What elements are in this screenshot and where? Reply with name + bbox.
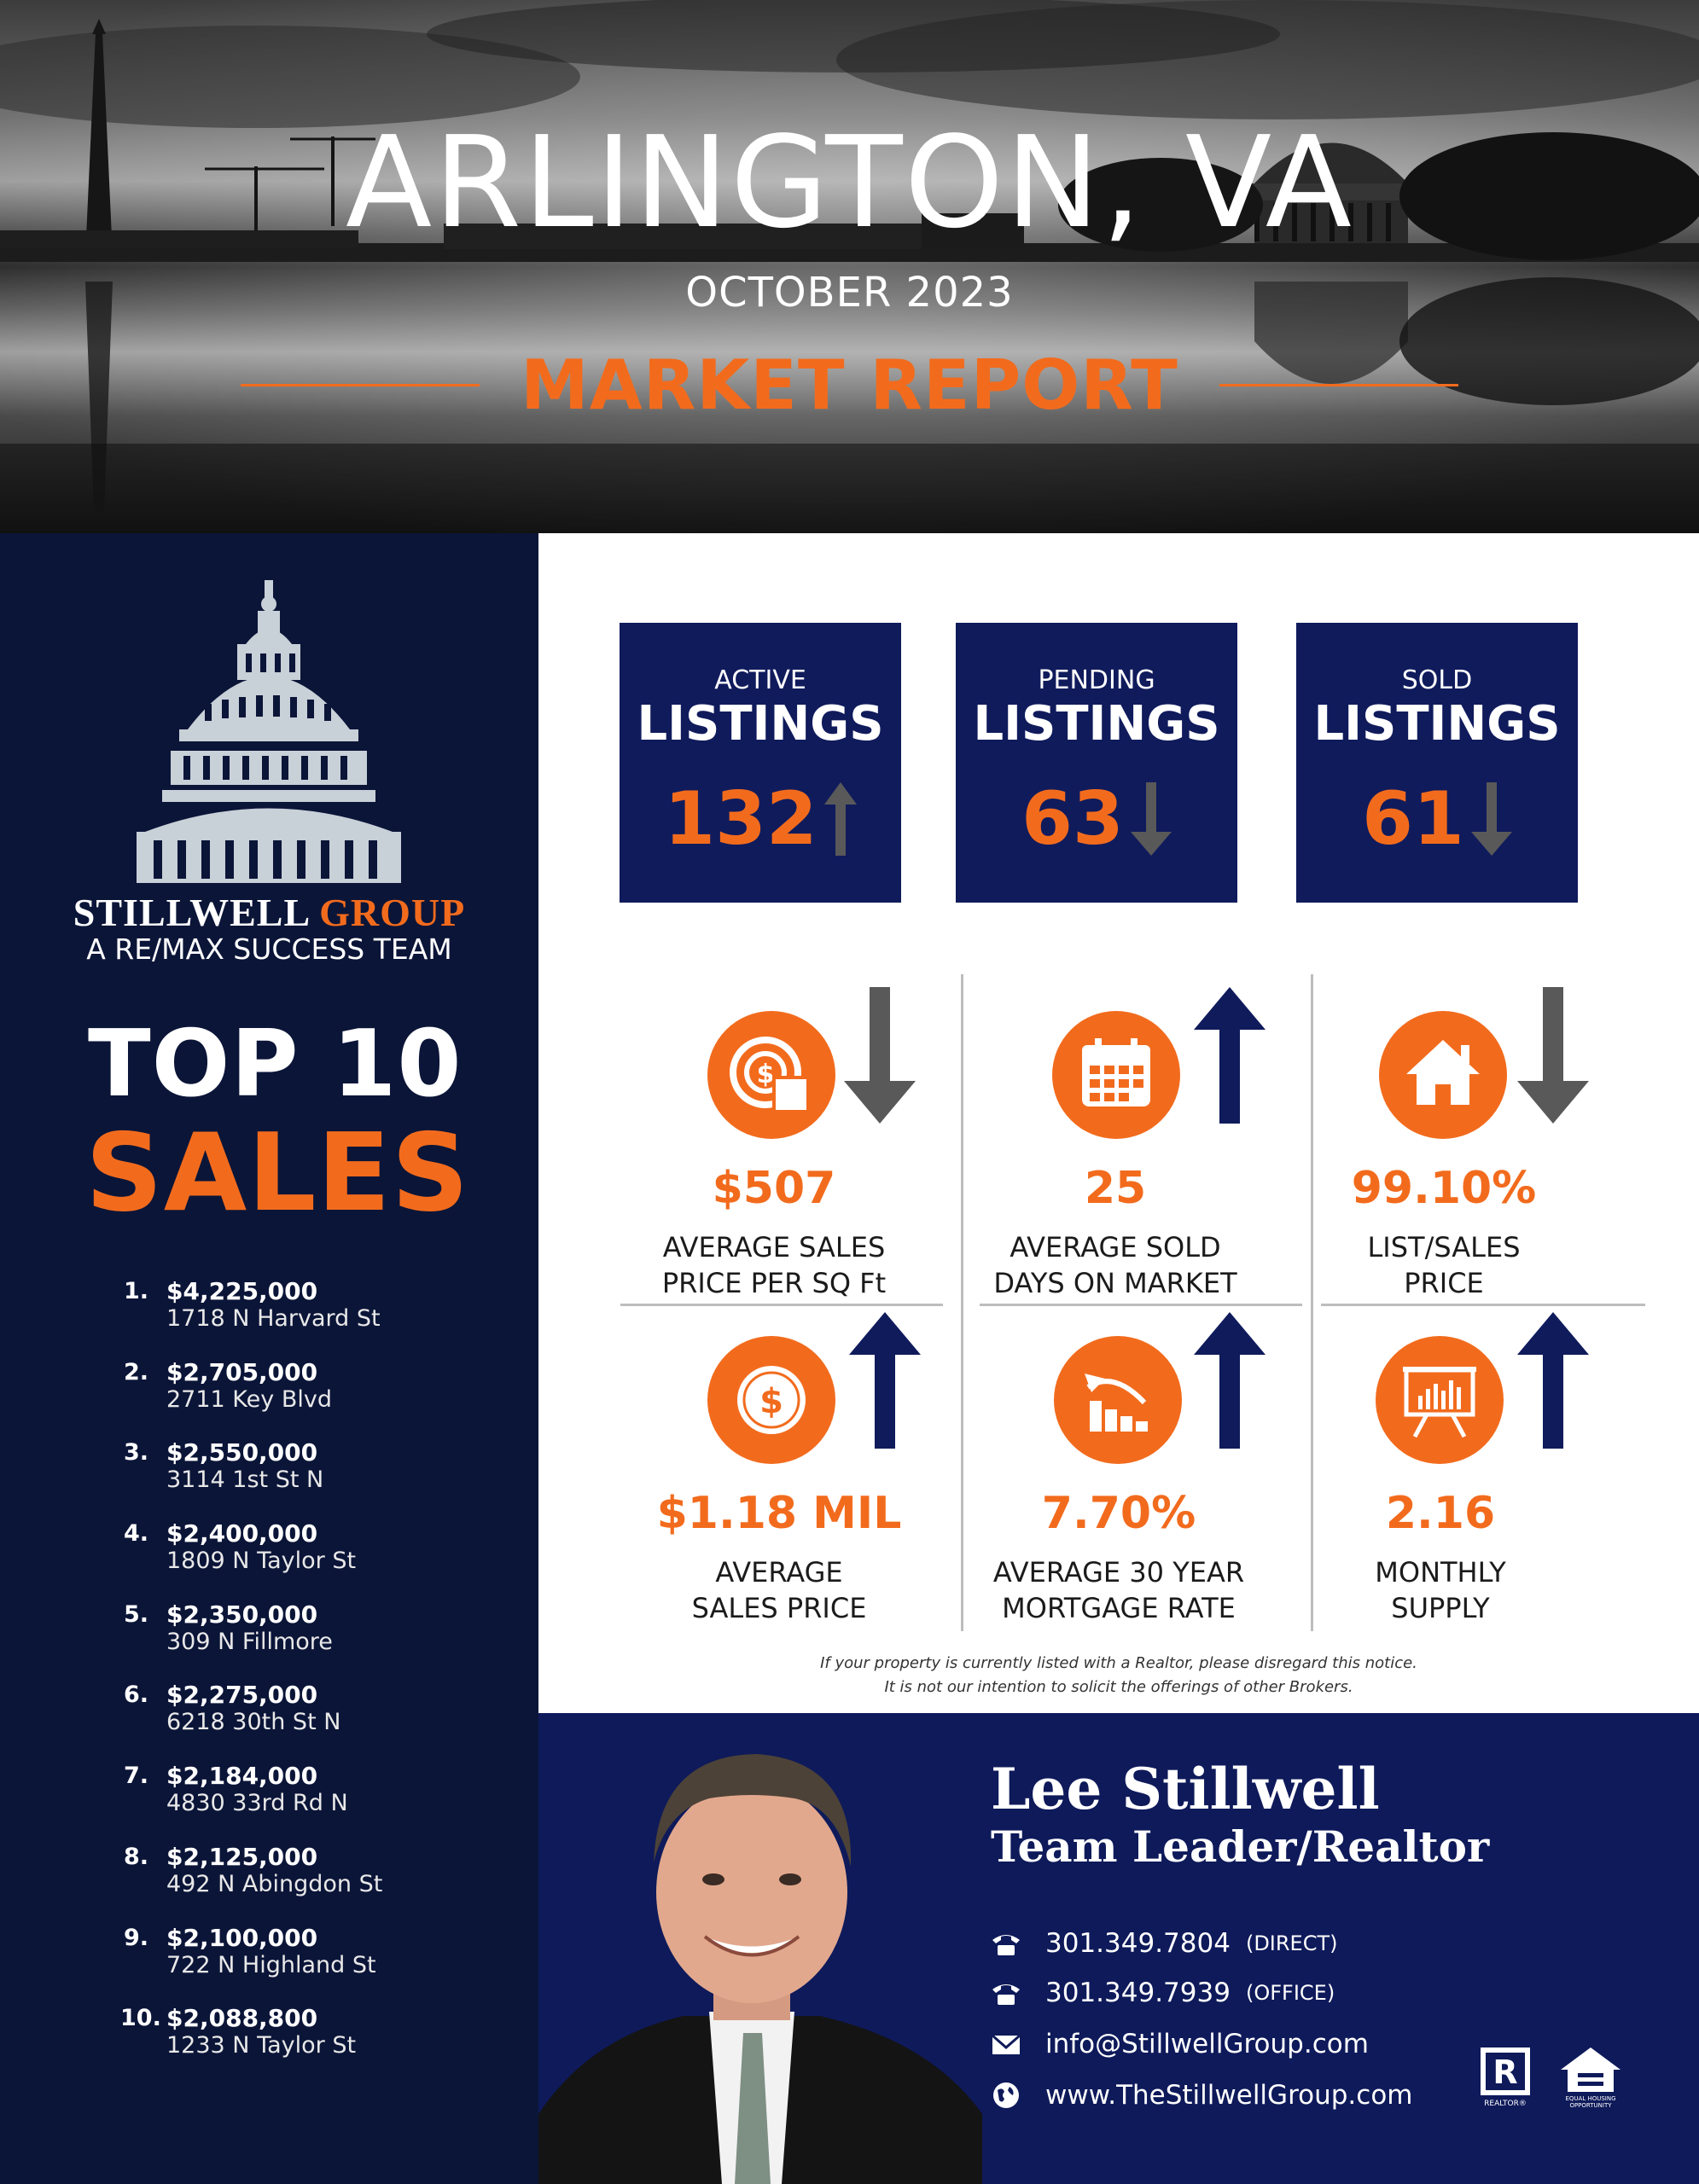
- arrow-up-icon: [849, 1312, 921, 1449]
- sale-price: $2,275,000: [166, 1681, 318, 1710]
- listing-count: 132: [664, 776, 817, 862]
- svg-text:$: $: [756, 1060, 775, 1089]
- report-title: MARKET REPORT: [521, 346, 1178, 425]
- list-item: [124, 1763, 382, 1844]
- washington-skyline-image: [0, 0, 1699, 533]
- divider: [1321, 1304, 1645, 1306]
- sale-price: $2,705,000: [166, 1357, 318, 1386]
- sale-price: $2,550,000: [166, 1438, 318, 1467]
- listing-count: 61: [1362, 776, 1464, 862]
- metric-value: $507: [712, 1163, 836, 1214]
- contact-note: (OFFICE): [1245, 1981, 1335, 2005]
- realtor-logo-letter: R: [1492, 2053, 1518, 2091]
- list-item: [124, 1278, 382, 1359]
- contact-note: (DIRECT): [1245, 1931, 1338, 1955]
- svg-text:$: $: [759, 1382, 783, 1421]
- metric-value: 2.16: [1385, 1488, 1496, 1539]
- metric-label: [957, 1554, 1281, 1626]
- arrow-up-icon: [824, 782, 857, 856]
- brand-tagline: A RE/MAX SUCCESS TEAM: [86, 932, 452, 966]
- sale-rank: 9.: [124, 1924, 149, 1951]
- contact-email[interactable]: [991, 2027, 1369, 2061]
- listing-label-small: ACTIVE: [714, 665, 806, 695]
- price-tag-icon: [707, 1011, 835, 1139]
- presentation-board-icon: [1376, 1336, 1504, 1464]
- sale-rank: 3.: [124, 1439, 149, 1467]
- metric-mortgage-rate: [957, 1336, 1281, 1624]
- sale-rank: 8.: [124, 1843, 149, 1870]
- brand-name-part1: STILLWELL: [73, 891, 309, 934]
- eho-caption-line: EQUAL HOUSING: [1565, 2095, 1616, 2102]
- eho-caption-line: OPPORTUNITY: [1569, 2102, 1612, 2109]
- metric-label: [612, 1229, 936, 1301]
- sale-address: 6218 30th St N: [166, 1709, 341, 1736]
- city-title: ARLINGTON, VA: [345, 109, 1354, 256]
- contact-text: www.TheStillwellGroup.com: [1045, 2080, 1413, 2111]
- arrow-up-icon: [1194, 987, 1266, 1124]
- dollar-coin-icon: [707, 1336, 835, 1464]
- top-sales-list: [120, 1277, 383, 2086]
- list-item: [124, 1601, 382, 1682]
- top-sales-subheading: SALES: [85, 1110, 470, 1235]
- metric-list-sales-price: [1282, 1011, 1606, 1299]
- metric-value: $1.18 MIL: [656, 1488, 902, 1539]
- metric-label-line: AVERAGE 30 YEAR: [992, 1556, 1245, 1589]
- list-item: [124, 1359, 382, 1440]
- disclaimer: [538, 1652, 1699, 1699]
- list-item: [120, 2004, 382, 2086]
- agent-name: Lee Stillwell: [991, 1756, 1380, 1822]
- calendar-icon: [1052, 1011, 1180, 1139]
- arrow-down-icon: [844, 987, 916, 1124]
- hero-banner: [0, 0, 1699, 533]
- sale-address: 309 N Fillmore: [166, 1628, 333, 1655]
- contact-direct-phone[interactable]: [991, 1926, 1338, 1960]
- active-listings-box: [620, 623, 901, 903]
- metric-label-line: SALES PRICE: [691, 1592, 867, 1624]
- list-item: [124, 1844, 382, 1925]
- sale-price: $2,125,000: [166, 1842, 318, 1871]
- list-item: [124, 1439, 382, 1520]
- metric-label-line: MONTHLY: [1375, 1556, 1506, 1589]
- metric-label-line: PRICE: [1404, 1267, 1484, 1299]
- arrow-up-icon: [1517, 1312, 1589, 1449]
- phone-icon: [991, 1928, 1021, 1959]
- divider: [980, 1304, 1302, 1306]
- listing-label-big: LISTINGS: [973, 696, 1220, 752]
- metric-average-sales-price: [617, 1336, 941, 1624]
- equal-housing-opportunity-icon: [1554, 2046, 1627, 2109]
- envelope-icon: [991, 2029, 1021, 2059]
- metric-label: [953, 1229, 1277, 1301]
- arrow-down-icon: [1471, 782, 1512, 856]
- sale-address: 1233 N Taylor St: [166, 2032, 357, 2059]
- sale-price: $2,184,000: [166, 1762, 318, 1791]
- metric-label-line: AVERAGE SOLD: [1010, 1231, 1221, 1263]
- sale-price: $2,400,000: [166, 1519, 318, 1548]
- list-item: [124, 1682, 382, 1763]
- list-item: [124, 1520, 382, 1601]
- listing-label-small: PENDING: [1038, 665, 1155, 695]
- sale-rank: 7.: [124, 1763, 149, 1790]
- contact-office-phone[interactable]: [991, 1976, 1335, 2010]
- sale-price: $2,100,000: [166, 1923, 318, 1952]
- pending-listings-box: [956, 623, 1237, 903]
- contact-text: 301.349.7939: [1045, 1978, 1231, 2008]
- sidebar: [0, 533, 538, 2184]
- bar-chart-icon: [1054, 1336, 1182, 1464]
- contact-website[interactable]: [991, 2078, 1413, 2112]
- sale-address: 4830 33rd Rd N: [166, 1790, 348, 1817]
- disclaimer-line: It is not our intention to solicit the offerings of other Brokers.: [884, 1678, 1353, 1696]
- metric-label-line: MORTGAGE RATE: [1002, 1592, 1236, 1624]
- listing-count: 63: [1021, 776, 1124, 862]
- metric-monthly-supply: [1278, 1336, 1603, 1624]
- metric-label-line: LIST/SALES: [1367, 1231, 1521, 1263]
- sale-price: $4,225,000: [166, 1277, 318, 1305]
- metric-value: 25: [1084, 1163, 1147, 1214]
- realtor-logo-icon: [1477, 2048, 1533, 2109]
- phone-icon: [991, 1978, 1021, 2008]
- sale-address: 492 N Abingdon St: [166, 1870, 383, 1897]
- brand-name-part2: GROUP: [319, 891, 466, 934]
- sale-rank: 4.: [124, 1520, 149, 1548]
- report-month: OCTOBER 2023: [685, 269, 1014, 317]
- metric-label-line: PRICE PER SQ Ft: [661, 1267, 887, 1299]
- disclaimer-line: If your property is currently listed with a Realtor, please disregard this notice.: [820, 1654, 1417, 1672]
- sale-address: 2711 Key Blvd: [166, 1385, 332, 1413]
- listing-label-big: LISTINGS: [1313, 696, 1561, 752]
- sale-rank: 6.: [124, 1682, 149, 1709]
- metric-value: 99.10%: [1351, 1163, 1537, 1214]
- divider: [620, 1304, 943, 1306]
- decorative-rule-left: [241, 384, 480, 386]
- sale-address: 3114 1st St N: [166, 1467, 324, 1494]
- metric-label: [1282, 1229, 1606, 1301]
- arrow-down-icon: [1131, 782, 1172, 856]
- metric-label: [617, 1554, 941, 1626]
- listing-label-small: SOLD: [1401, 665, 1473, 695]
- agent-title: Team Leader/Realtor: [991, 1821, 1490, 1872]
- sale-rank: 2.: [124, 1358, 149, 1385]
- sale-address: 1809 N Taylor St: [166, 1548, 357, 1575]
- sold-listings-box: [1296, 623, 1578, 903]
- house-icon: [1379, 1011, 1507, 1139]
- globe-icon: [991, 2080, 1021, 2111]
- agent-photo: [538, 1713, 982, 2184]
- decorative-rule-right: [1219, 384, 1458, 386]
- metric-label-line: AVERAGE SALES: [662, 1231, 886, 1263]
- brand-name: [0, 890, 538, 935]
- listing-label-big: LISTINGS: [637, 696, 884, 752]
- sale-address: 1718 N Harvard St: [166, 1305, 381, 1332]
- report-title-row: [0, 346, 1699, 425]
- metric-label: [1278, 1554, 1603, 1626]
- top-sales-heading: TOP 10: [88, 1011, 463, 1118]
- capitol-dome-logo-icon: [137, 580, 401, 887]
- contact-text: info@StillwellGroup.com: [1045, 2029, 1369, 2059]
- metric-label-line: SUPPLY: [1391, 1592, 1490, 1624]
- arrow-up-icon: [1194, 1312, 1266, 1449]
- sale-address: 722 N Highland St: [166, 1951, 376, 1978]
- realtor-logo-caption: REALTOR®: [1484, 2100, 1527, 2108]
- metric-days-on-market: [953, 1011, 1277, 1299]
- sale-rank: 5.: [124, 1600, 149, 1628]
- sale-price: $2,088,800: [166, 2004, 318, 2033]
- metric-price-per-sqft: [612, 1011, 936, 1299]
- arrow-down-icon: [1517, 987, 1589, 1124]
- sale-rank: 1.: [124, 1278, 149, 1304]
- contact-text: 301.349.7804: [1045, 1928, 1231, 1959]
- sale-price: $2,350,000: [166, 1600, 318, 1629]
- metric-label-line: AVERAGE: [715, 1556, 843, 1589]
- agent-footer: [538, 1713, 1699, 2184]
- sale-rank: 10.: [120, 2005, 161, 2032]
- list-item: [124, 1925, 382, 2006]
- metric-label-line: DAYS ON MARKET: [993, 1267, 1237, 1299]
- metric-value: 7.70%: [1041, 1488, 1196, 1539]
